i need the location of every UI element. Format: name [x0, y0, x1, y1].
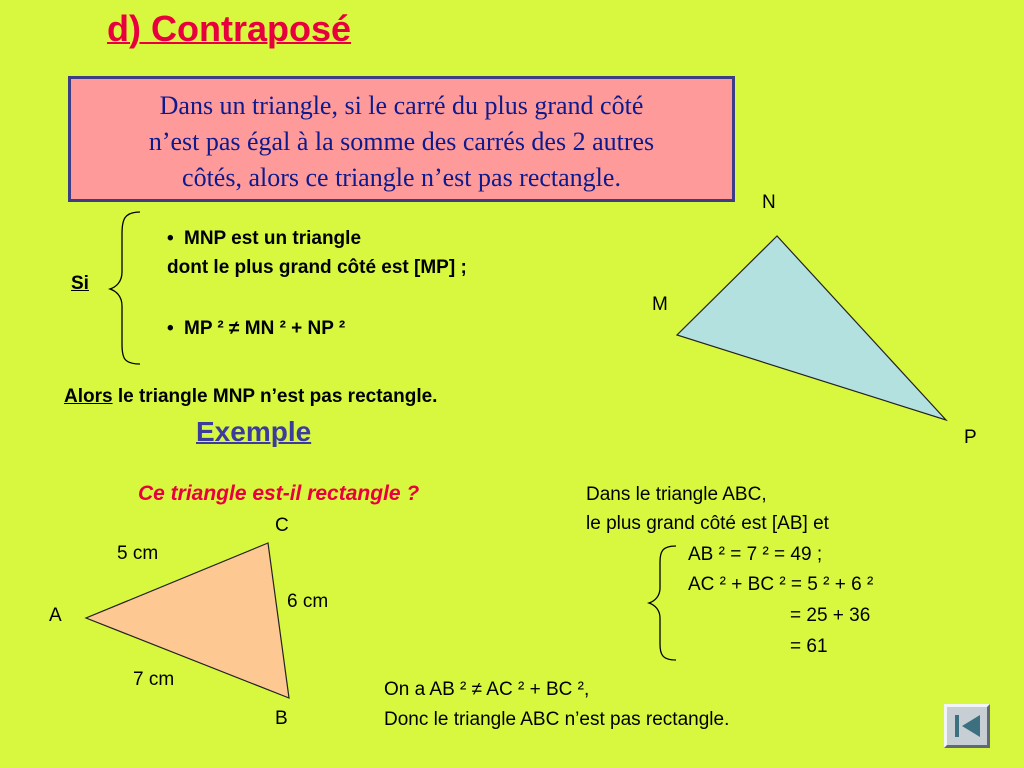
alors-text: le triangle MNP n’est pas rectangle.	[112, 386, 438, 407]
alors-label: Alors	[64, 386, 113, 407]
example-question: Ce triangle est-il rectangle ?	[138, 482, 420, 505]
calc-sum-values: = 25 + 36	[790, 605, 871, 626]
vertex-c-label: C	[275, 515, 289, 536]
vertex-a-label: A	[49, 605, 62, 626]
vertex-b-label: B	[275, 708, 288, 729]
exemple-heading: Exemple	[196, 416, 312, 447]
first-slide-button[interactable]	[944, 704, 990, 748]
calc-result: = 61	[790, 636, 828, 657]
rule-line-3: côtés, alors ce triangle n’est pas rectangle.	[182, 163, 621, 192]
vertex-p-label: P	[964, 427, 977, 448]
analysis-line-2: le plus grand côté est [AB] et	[586, 513, 829, 534]
conclusion-line-1: On a AB ² ≠ AC ² + BC ²,	[384, 679, 590, 700]
condition-2: MP ² ≠ MN ² + NP ²	[184, 318, 346, 339]
conclusion-line-2: Donc le triangle ABC n’est pas rectangle.	[384, 709, 730, 730]
condition-2-bullet: •	[167, 318, 174, 339]
rule-line-2: n’est pas égal à la somme des carrés des 2 autres	[148, 127, 655, 156]
calc-ab-squared: AB ² = 7 ² = 49 ;	[688, 544, 823, 565]
condition-1-line-1: MNP est un triangle	[184, 228, 362, 249]
side-bc-length: 6 cm	[287, 591, 329, 612]
condition-1-bullet: •	[167, 228, 174, 249]
rule-line-1: Dans un triangle, si le carré du plus grand côté	[159, 91, 644, 120]
si-label: Si	[71, 273, 89, 294]
condition-1-line-2: dont le plus grand côté est [MP] ;	[167, 257, 467, 278]
first-slide-icon	[947, 707, 987, 745]
side-ac-length: 5 cm	[117, 543, 159, 564]
vertex-m-label: M	[652, 294, 668, 315]
analysis-line-1: Dans le triangle ABC,	[586, 484, 767, 505]
triangle-abc-shape	[86, 543, 289, 698]
calc-sum-squares: AC ² + BC ² = 5 ² + 6 ²	[688, 574, 874, 595]
side-ab-length: 7 cm	[133, 669, 175, 690]
slide-title: d) Contraposé	[107, 8, 352, 49]
vertex-n-label: N	[762, 192, 776, 213]
